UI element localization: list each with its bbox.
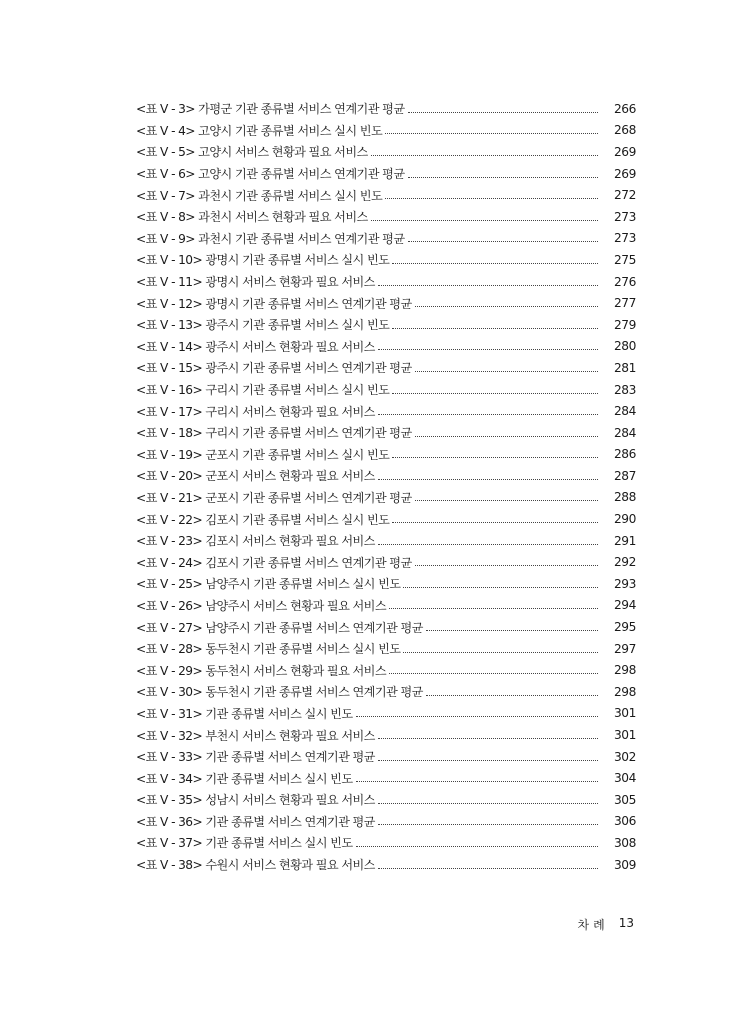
toc-entry-label: <표 Ⅴ - 8> 과천시 서비스 현황과 필요 서비스: [136, 210, 368, 225]
toc-entry-page: 269: [613, 144, 636, 159]
toc-entry-label: <표 Ⅴ - 34> 기관 종류별 서비스 실시 빈도: [136, 771, 353, 786]
toc-dot-leader: [408, 176, 599, 178]
toc-entry-label: <표 Ⅴ - 18> 구리시 기관 종류별 서비스 연계기관 평균: [136, 426, 412, 441]
toc-entry[interactable]: [136, 357, 636, 379]
toc-dot-leader: [385, 132, 598, 134]
toc-dot-leader: [378, 802, 598, 804]
toc-entry-page: 284: [613, 404, 636, 419]
toc-dot-leader: [378, 543, 598, 545]
toc-entry-page: 292: [613, 555, 636, 570]
toc-entry[interactable]: [136, 206, 636, 228]
toc-entry[interactable]: [136, 184, 636, 206]
toc-dot-leader: [378, 823, 598, 825]
toc-dot-leader: [378, 737, 598, 739]
toc-dot-leader: [356, 715, 598, 717]
toc-entry-label: <표 Ⅴ - 30> 동두천시 기관 종류별 서비스 연계기관 평균: [136, 685, 423, 700]
toc-entry-label: <표 Ⅴ - 26> 남양주시 서비스 현황과 필요 서비스: [136, 598, 387, 613]
toc-entry[interactable]: [136, 120, 636, 142]
toc-dot-leader: [403, 651, 598, 653]
footer-section-label: 차례: [577, 918, 609, 932]
toc-entry[interactable]: [136, 854, 636, 876]
toc-dot-leader: [378, 348, 598, 350]
toc-entry[interactable]: [136, 616, 636, 638]
toc-dot-leader: [392, 456, 598, 458]
toc-dot-leader: [392, 327, 598, 329]
toc-entry-page: 301: [613, 728, 636, 743]
toc-entry-page: 290: [613, 512, 636, 527]
toc-entry-page: 283: [613, 382, 636, 397]
toc-dot-leader: [426, 694, 598, 696]
toc-entry-label: <표 Ⅴ - 25> 남양주시 기관 종류별 서비스 실시 빈도: [136, 577, 401, 592]
toc-entry-page: 293: [613, 576, 636, 591]
toc-entry[interactable]: [136, 487, 636, 509]
toc-entry[interactable]: [136, 681, 636, 703]
toc-entry[interactable]: [136, 141, 636, 163]
toc-entry-page: 298: [613, 663, 636, 678]
toc-entry[interactable]: [136, 228, 636, 250]
toc-entry-page: 273: [613, 209, 636, 224]
toc-entry-label: <표 Ⅴ - 35> 성남시 서비스 현황과 필요 서비스: [136, 793, 375, 808]
toc-entry[interactable]: [136, 314, 636, 336]
toc-dot-leader: [356, 845, 598, 847]
toc-entry[interactable]: [136, 379, 636, 401]
toc-entry[interactable]: [136, 98, 636, 120]
toc-dot-leader: [378, 284, 598, 286]
toc-entry-label: <표 Ⅴ - 12> 광명시 기관 종류별 서비스 연계기관 평균: [136, 296, 412, 311]
toc-entry-label: <표 Ⅴ - 5> 고양시 서비스 현황과 필요 서비스: [136, 145, 368, 160]
toc-entry-label: <표 Ⅴ - 4> 고양시 기관 종류별 서비스 실시 빈도: [136, 123, 383, 138]
toc-entry-page: 268: [613, 123, 636, 138]
toc-entry[interactable]: [136, 832, 636, 854]
toc-entry-label: <표 Ⅴ - 15> 광주시 기관 종류별 서비스 연계기관 평균: [136, 361, 412, 376]
toc-entry-page: 276: [613, 274, 636, 289]
toc-entry[interactable]: [136, 767, 636, 789]
toc-entry-label: <표 Ⅴ - 16> 구리시 기관 종류별 서비스 실시 빈도: [136, 383, 390, 398]
toc-dot-leader: [415, 305, 598, 307]
toc-dot-leader: [378, 867, 598, 869]
toc-entry-page: 304: [613, 771, 636, 786]
toc-entry-label: <표 Ⅴ - 32> 부천시 서비스 현황과 필요 서비스: [136, 728, 375, 743]
toc-dot-leader: [389, 672, 598, 674]
toc-dot-leader: [408, 111, 599, 113]
footer-page-number: 13: [618, 916, 634, 930]
toc-entry-page: 301: [613, 706, 636, 721]
toc-dot-leader: [371, 154, 598, 156]
toc-entry[interactable]: [136, 400, 636, 422]
toc-entry-label: <표 Ⅴ - 19> 군포시 기관 종류별 서비스 실시 빈도: [136, 447, 390, 462]
toc-entry-page: 279: [613, 317, 636, 332]
toc-entry-label: <표 Ⅴ - 14> 광주시 서비스 현황과 필요 서비스: [136, 339, 375, 354]
toc-entry-page: 273: [613, 231, 636, 246]
toc-entry[interactable]: [136, 551, 636, 573]
toc-entry-page: 294: [613, 598, 636, 613]
toc-entry[interactable]: [136, 336, 636, 358]
toc-entry-page: 266: [613, 101, 636, 116]
toc-entry-label: <표 Ⅴ - 37> 기관 종류별 서비스 실시 빈도: [136, 836, 353, 851]
toc-entry-page: 272: [613, 188, 636, 203]
toc-dot-leader: [415, 370, 598, 372]
toc-dot-leader: [426, 629, 598, 631]
toc-entry-page: 286: [613, 447, 636, 462]
toc-dot-leader: [415, 499, 598, 501]
toc-entry-label: <표 Ⅴ - 38> 수원시 서비스 현황과 필요 서비스: [136, 858, 375, 873]
toc-entry-label: <표 Ⅴ - 36> 기관 종류별 서비스 연계기관 평균: [136, 814, 375, 829]
toc-entry[interactable]: [136, 724, 636, 746]
toc-entry-label: <표 Ⅴ - 33> 기관 종류별 서비스 연계기관 평균: [136, 750, 375, 765]
toc-entry-page: 309: [613, 857, 636, 872]
toc-dot-leader: [415, 435, 598, 437]
toc-entry[interactable]: [136, 422, 636, 444]
toc-entry[interactable]: [136, 271, 636, 293]
toc-entry[interactable]: [136, 508, 636, 530]
toc-entry[interactable]: [136, 659, 636, 681]
toc-entry-label: <표 Ⅴ - 24> 김포시 기관 종류별 서비스 연계기관 평균: [136, 555, 412, 570]
toc-entry[interactable]: [136, 444, 636, 466]
toc-dot-leader: [356, 780, 598, 782]
toc-entry-page: 305: [613, 792, 636, 807]
toc-entry[interactable]: [136, 163, 636, 185]
toc-entry-page: 302: [613, 749, 636, 764]
toc-entry-label: <표 Ⅴ - 21> 군포시 기관 종류별 서비스 연계기관 평균: [136, 490, 412, 505]
toc-entry-label: <표 Ⅴ - 23> 김포시 서비스 현황과 필요 서비스: [136, 534, 375, 549]
toc-dot-leader: [378, 759, 598, 761]
toc-entry[interactable]: [136, 746, 636, 768]
toc-entry-label: <표 Ⅴ - 9> 과천시 기관 종류별 서비스 연계기관 평균: [136, 231, 405, 246]
toc-entry-page: 298: [613, 684, 636, 699]
toc-dot-leader: [378, 413, 598, 415]
toc-entry[interactable]: [136, 789, 636, 811]
toc-entry[interactable]: [136, 249, 636, 271]
toc-entry-page: 281: [613, 360, 636, 375]
toc-entry-label: <표 Ⅴ - 7> 과천시 기관 종류별 서비스 실시 빈도: [136, 188, 383, 203]
toc-dot-leader: [415, 564, 598, 566]
toc-entry[interactable]: [136, 292, 636, 314]
toc-dot-leader: [403, 586, 598, 588]
toc-entry-page: 295: [613, 620, 636, 635]
toc-entry-page: 308: [613, 835, 636, 850]
toc-dot-leader: [371, 219, 598, 221]
toc-entry-label: <표 Ⅴ - 11> 광명시 서비스 현황과 필요 서비스: [136, 275, 375, 290]
toc-entry[interactable]: [136, 573, 636, 595]
toc-entry-label: <표 Ⅴ - 29> 동두천시 서비스 현황과 필요 서비스: [136, 663, 387, 678]
toc-entry-page: 306: [613, 814, 636, 829]
toc-dot-leader: [392, 521, 598, 523]
toc-entry[interactable]: [136, 465, 636, 487]
toc-entry[interactable]: [136, 530, 636, 552]
toc-entry-label: <표 Ⅴ - 17> 구리시 서비스 현황과 필요 서비스: [136, 404, 375, 419]
toc-dot-leader: [408, 240, 599, 242]
toc-entry-page: 291: [613, 533, 636, 548]
toc-entry-page: 287: [613, 468, 636, 483]
toc-entry-label: <표 Ⅴ - 10> 광명시 기관 종류별 서비스 실시 빈도: [136, 253, 390, 268]
toc-entry-label: <표 Ⅴ - 28> 동두천시 기관 종류별 서비스 실시 빈도: [136, 642, 401, 657]
toc-entry-label: <표 Ⅴ - 20> 군포시 서비스 현황과 필요 서비스: [136, 469, 375, 484]
toc-entry[interactable]: [136, 703, 636, 725]
toc-entry[interactable]: [136, 811, 636, 833]
toc-entry-label: <표 Ⅴ - 31> 기관 종류별 서비스 실시 빈도: [136, 706, 353, 721]
toc-dot-leader: [385, 197, 598, 199]
toc-entry-label: <표 Ⅴ - 3> 가평군 기관 종류별 서비스 연계기관 평균: [136, 102, 405, 117]
toc-entry[interactable]: [136, 595, 636, 617]
toc-entry[interactable]: [136, 638, 636, 660]
toc-entry-label: <표 Ⅴ - 27> 남양주시 기관 종류별 서비스 연계기관 평균: [136, 620, 423, 635]
page-footer: [578, 916, 634, 933]
toc-entry-page: 275: [613, 252, 636, 267]
toc-entry-label: <표 Ⅴ - 13> 광주시 기관 종류별 서비스 실시 빈도: [136, 318, 390, 333]
toc-entry-page: 284: [613, 425, 636, 440]
table-of-contents: [136, 98, 636, 875]
toc-dot-leader: [378, 478, 598, 480]
toc-entry-label: <표 Ⅴ - 6> 고양시 기관 종류별 서비스 연계기관 평균: [136, 167, 405, 182]
toc-entry-page: 277: [613, 296, 636, 311]
toc-entry-page: 269: [613, 166, 636, 181]
toc-dot-leader: [392, 262, 598, 264]
toc-entry-page: 280: [613, 339, 636, 354]
toc-entry-label: <표 Ⅴ - 22> 김포시 기관 종류별 서비스 실시 빈도: [136, 512, 390, 527]
toc-dot-leader: [389, 607, 598, 609]
toc-dot-leader: [392, 392, 598, 394]
toc-entry-page: 297: [613, 641, 636, 656]
toc-entry-page: 288: [613, 490, 636, 505]
